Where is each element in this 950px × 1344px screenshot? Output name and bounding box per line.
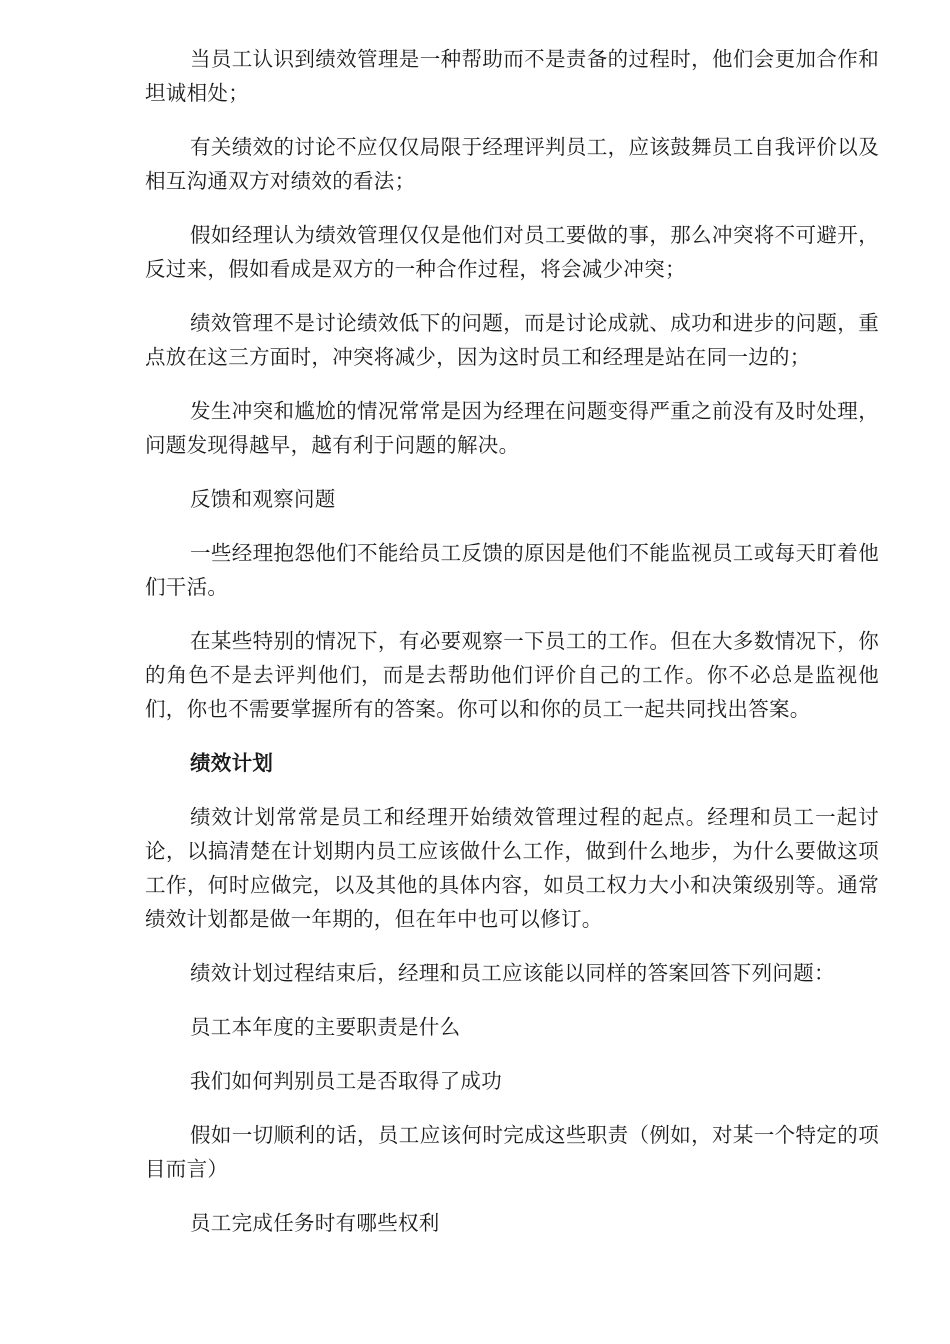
document-page bbox=[145, 42, 879, 1260]
list-item: 员工完成任务时有哪些权利 bbox=[190, 1211, 440, 1235]
paragraph: 假如经理认为绩效管理仅仅是他们对员工要做的事，那么冲突将不可避开，反过来，假如看成是双方的一种合作过程，将会减少冲突； bbox=[145, 223, 879, 281]
paragraph: 绩效计划常常是员工和经理开始绩效管理过程的起点。经理和员工一起讨论，以搞清楚在计划期内员工应该做什么工作，做到什么地步，为什么要做这项工作，何时应做完，以及其他的具体内容，如员工权力大小和决策级别等。通常绩效计划都是做一年期的，但在年中也可以修订。 bbox=[145, 805, 879, 931]
paragraph: 一些经理抱怨他们不能给员工反馈的原因是他们不能监视员工或每天盯着他们干活。 bbox=[145, 541, 879, 599]
section-subtitle: 反馈和观察问题 bbox=[190, 487, 336, 511]
paragraph: 在某些特别的情况下，有必要观察一下员工的工作。但在大多数情况下，你的角色不是去评判他们，而是去帮助他们评价自己的工作。你不必总是监视他们，你也不需要掌握所有的答案。你可以和你的员工一起共同找出答案。 bbox=[145, 629, 879, 721]
paragraph: 发生冲突和尴尬的情况常常是因为经理在问题变得严重之前没有及时处理，问题发现得越早，越有利于问题的解决。 bbox=[145, 399, 879, 457]
paragraph: 绩效管理不是讨论绩效低下的问题，而是讨论成就、成功和进步的问题，重点放在这三方面时，冲突将减少，因为这时员工和经理是站在同一边的； bbox=[145, 311, 879, 369]
list-item: 员工本年度的主要职责是什么 bbox=[190, 1015, 461, 1039]
paragraph: 绩效计划过程结束后，经理和员工应该能以同样的答案回答下列问题： bbox=[190, 961, 835, 985]
paragraph: 有关绩效的讨论不应仅仅局限于经理评判员工，应该鼓舞员工自我评价以及相互沟通双方对绩效的看法； bbox=[145, 135, 879, 193]
list-item: 假如一切顺利的话，员工应该何时完成这些职责（例如，对某一个特定的项目而言） bbox=[145, 1123, 879, 1181]
paragraph: 当员工认识到绩效管理是一种帮助而不是责备的过程时，他们会更加合作和坦诚相处； bbox=[145, 47, 879, 105]
section-heading: 绩效计划 bbox=[190, 751, 274, 775]
list-item: 我们如何判别员工是否取得了成功 bbox=[190, 1069, 502, 1093]
